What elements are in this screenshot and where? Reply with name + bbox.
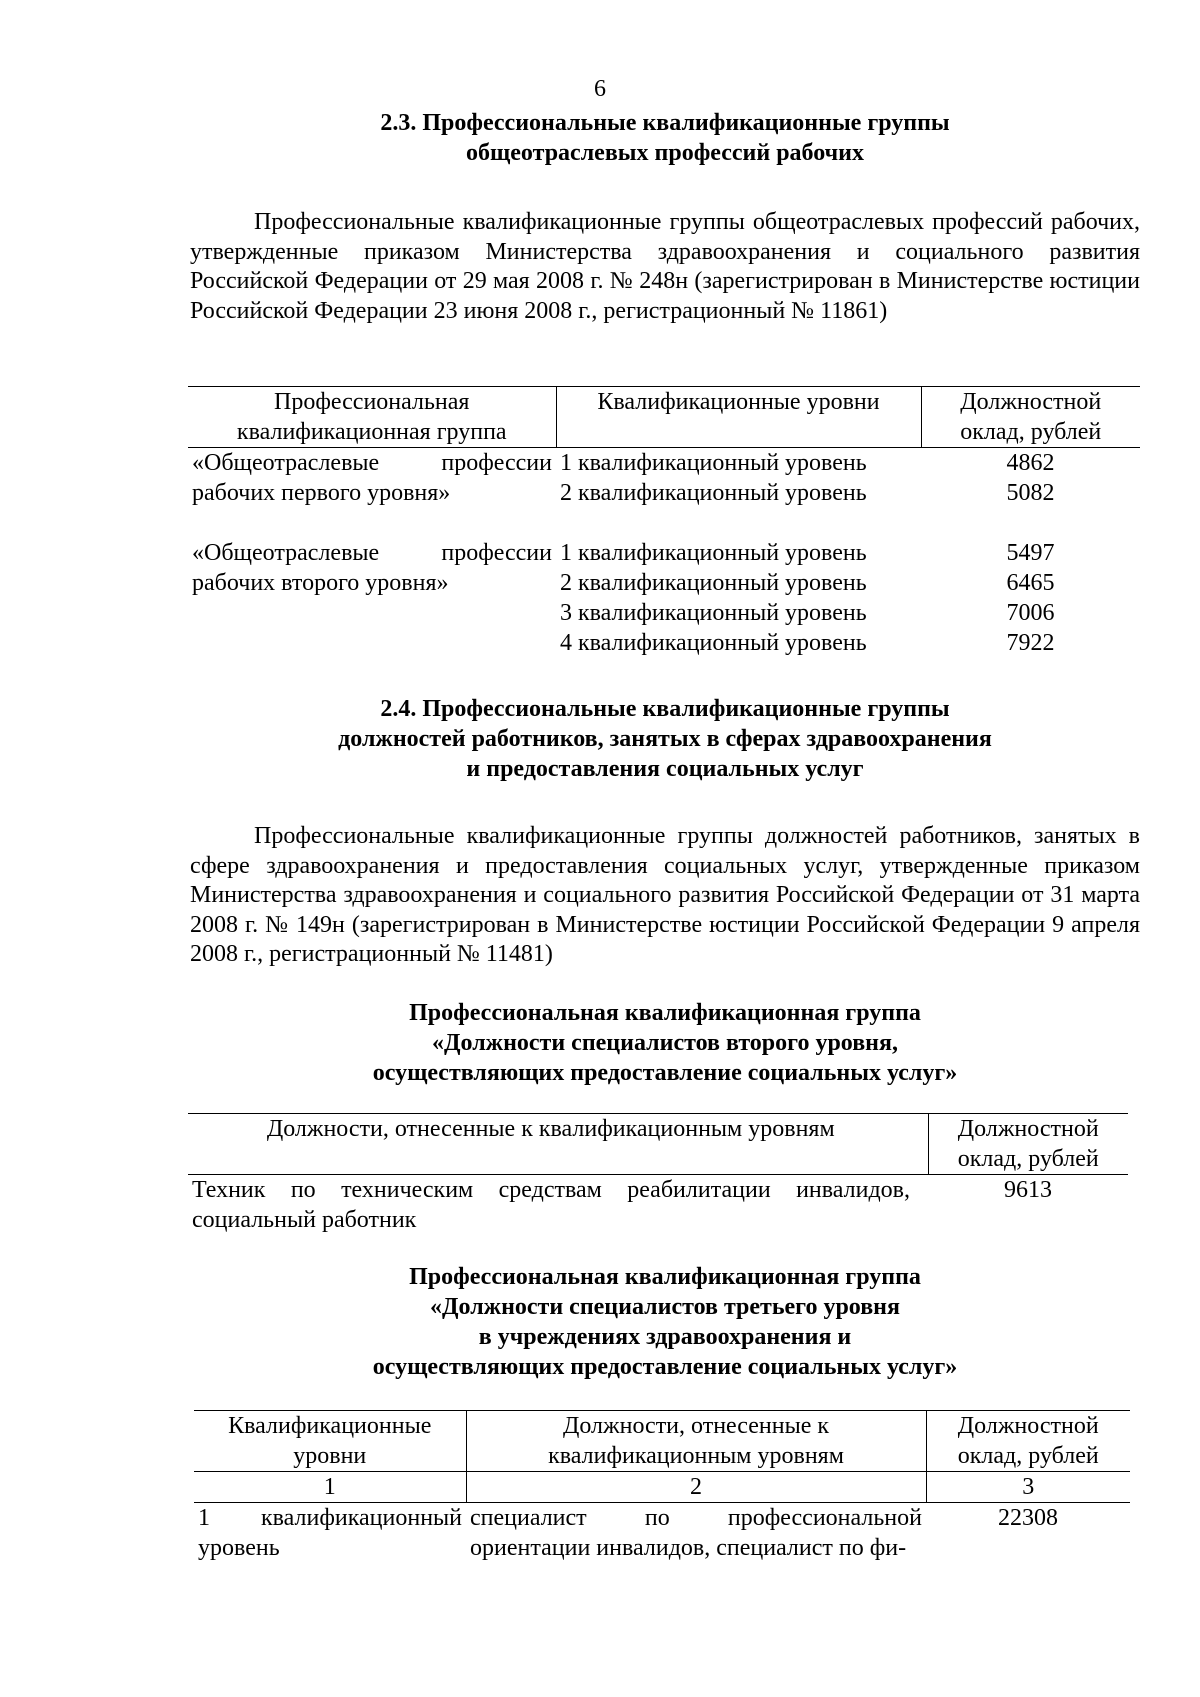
salary-cell: 5082 (1006, 480, 1055, 506)
salary-cell: 9613 (1004, 1177, 1052, 1203)
section-23-paragraph-text: Профессиональные квалификационные группы общеотраслевых профессий рабочих, утвержденные приказом Министерства здравоохранения и социального развития Российской Федерации от 29 мая 2008 г. № 248н (зарегистрирован в Министерстве юстиции Российской Федерации 23 июня 2008 г., регистрационный № 11861) (190, 209, 1140, 324)
section-24-heading-line1: 2.4. Профессиональные квалификационные группы (380, 696, 950, 722)
level-cell: 2 квалификационный уровень (560, 570, 867, 596)
level-cell: 1 квалификационный уровень (198, 1505, 462, 1561)
header-levels: Квалификационные уровни (556, 387, 921, 448)
level-cell: 1 квалификационный уровень (560, 450, 867, 476)
salary-cell: 6465 (1006, 570, 1055, 596)
group3-heading-line2: «Должности специалистов третьего уровня (430, 1294, 900, 1320)
table-spacer-row (188, 508, 1140, 538)
group3-heading-line3: в учреждениях здравоохранения и (478, 1324, 852, 1350)
group2-heading (190, 998, 1140, 1088)
position-cell: Техник по техническим средствам реабилитации инвалидов, социальный работник (192, 1177, 910, 1233)
group2-heading-line1: Профессиональная квалификационная группа (409, 1000, 921, 1026)
level-cell: 2 квалификационный уровень (560, 480, 867, 506)
section-24-paragraph (190, 822, 1140, 970)
table-row (188, 538, 1140, 568)
column-number: 2 (466, 1472, 926, 1503)
header-positions: Должности, отнесенные к квалификационным уровням (466, 1411, 926, 1472)
section-24-heading-line2: должностей работников, занятых в сферах здравоохранения (338, 726, 992, 752)
page-number: 6 (594, 76, 606, 102)
section-24-heading (190, 694, 1140, 784)
header-salary: Должностной оклад, рублей (957, 1116, 1099, 1172)
column-number: 3 (1022, 1474, 1035, 1500)
header-levels: Квалификационные уровни (194, 1411, 466, 1472)
level-cell: 4 квалификационный уровень (560, 630, 867, 656)
salary-cell: 7006 (1006, 600, 1055, 626)
column-number-row (194, 1472, 1130, 1503)
group3-heading-line1: Профессиональная квалификационная группа (409, 1264, 921, 1290)
table-row (194, 1503, 1130, 1564)
section-24-heading-line3: и предоставления социальных услуг (466, 756, 864, 782)
level-cell: 3 квалификационный уровень (560, 600, 867, 626)
group-name: «Общеотраслевые профессии рабочих первого уровня» (192, 450, 552, 506)
header-group: Профессиональная квалификационная группа (188, 387, 556, 448)
salary-cell: 4862 (1006, 450, 1055, 476)
group3-heading (190, 1262, 1140, 1382)
group2-table (188, 1113, 1128, 1235)
table-header-row (194, 1411, 1130, 1472)
group2-heading-line3: осуществляющих предоставление социальных услуг» (372, 1060, 958, 1086)
table-row (188, 1175, 1128, 1236)
header-salary: Должностной оклад, рублей (957, 1413, 1099, 1469)
column-number: 1 (194, 1472, 466, 1503)
salary-cell: 7922 (1006, 630, 1055, 656)
section-24-paragraph-text: Профессиональные квалификационные группы должностей работников, занятых в сфере здравоохранения и предоставления социальных услуг, утвержденные приказом Министерства здравоохранения и социального развития Российской Федерации от 31 марта 2008 г. № 149н (зарегистрирован в Министерстве юстиции Российской Федерации 9 апреля 2008 г., регистрационный № 11481) (190, 823, 1140, 967)
table-header-row (188, 387, 1140, 448)
level-cell: 1 квалификационный уровень (560, 540, 867, 566)
positions-cell: специалист по профессиональной ориентации инвалидов, специалист по фи- (470, 1505, 922, 1561)
table-row (188, 448, 1140, 479)
table-header-row (188, 1114, 1128, 1175)
group-name: «Общеотраслевые профессии рабочих второго уровня» (192, 540, 552, 596)
section-23-table (188, 386, 1140, 658)
header-salary: Должностной оклад, рублей (960, 389, 1102, 445)
salary-cell: 22308 (998, 1505, 1058, 1531)
group2-heading-line2: «Должности специалистов второго уровня, (432, 1030, 898, 1056)
section-23-heading-line2: общеотраслевых профессий рабочих (466, 140, 864, 166)
header-positions: Должности, отнесенные к квалификационным уровням (188, 1114, 928, 1175)
section-23-heading-line1: 2.3. Профессиональные квалификационные группы (380, 110, 950, 136)
section-23-paragraph (190, 208, 1140, 326)
group3-heading-line4: осуществляющих предоставление социальных услуг» (372, 1354, 958, 1380)
group3-table (194, 1410, 1130, 1563)
salary-cell: 5497 (1006, 540, 1055, 566)
section-23-heading (190, 108, 1140, 168)
